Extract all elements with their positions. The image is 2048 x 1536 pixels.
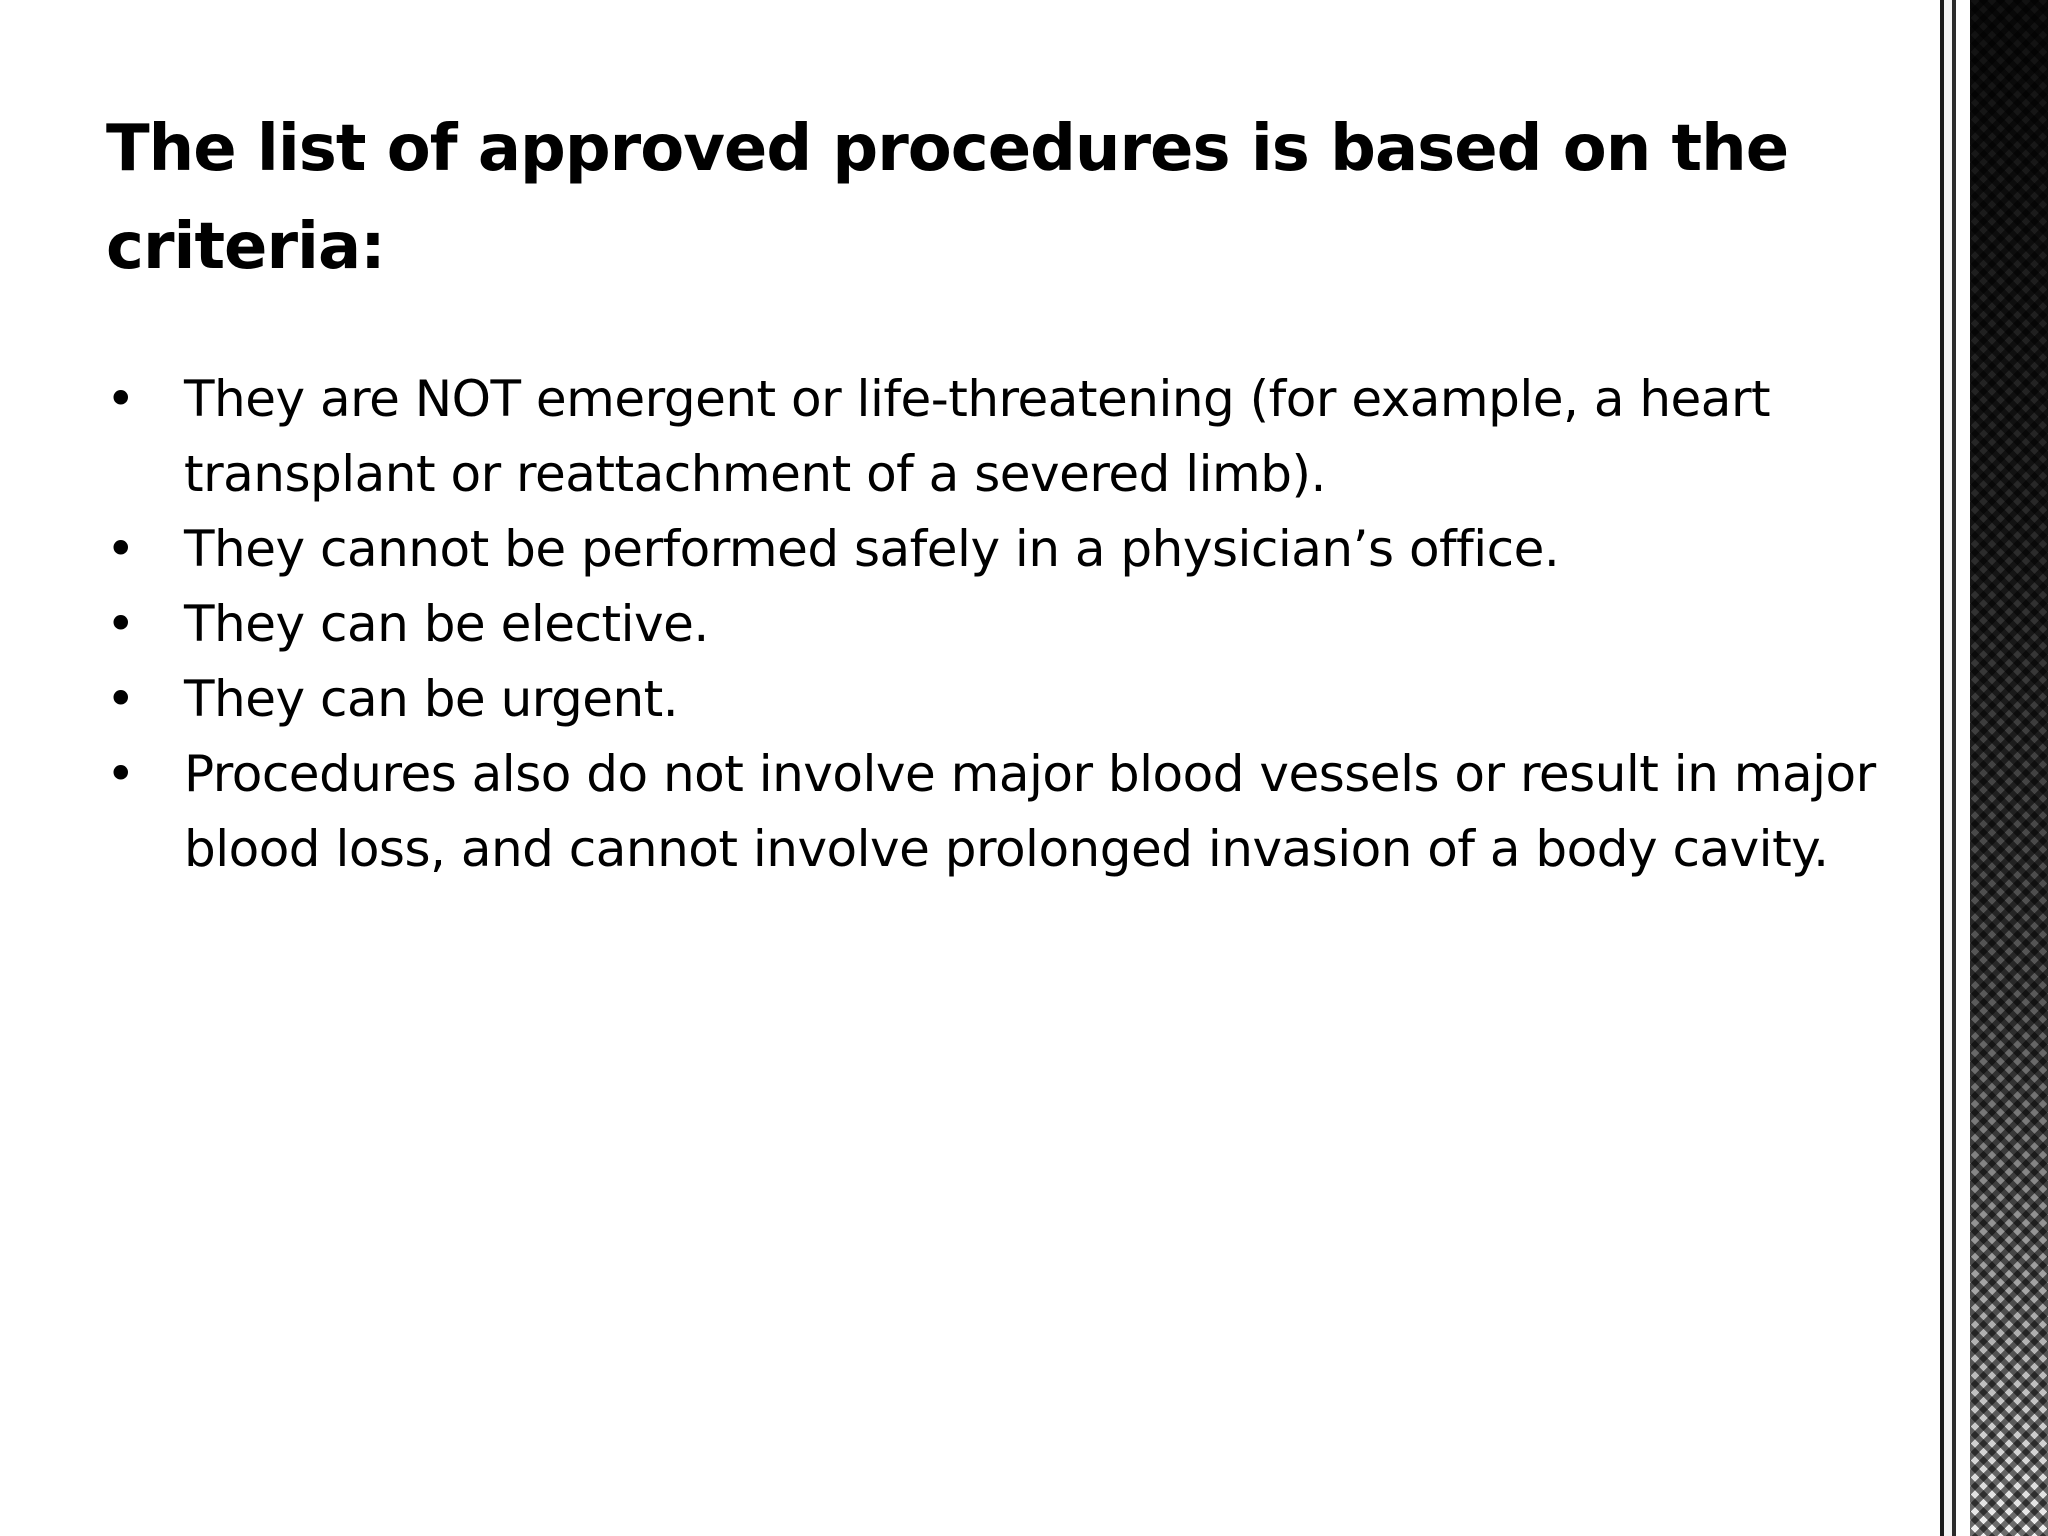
bullet-text: They can be urgent. [184, 670, 679, 728]
bullet-text: They can be elective. [184, 595, 709, 653]
bullet-dot-icon: • [106, 745, 135, 803]
bullet-item [106, 737, 1906, 887]
bullet-item [106, 362, 1906, 512]
slide-title: The list of approved procedures is based on the criteria: [106, 112, 1789, 284]
bullet-list [106, 362, 1906, 887]
bullet-item [106, 512, 1906, 587]
bullet-dot-icon: • [106, 370, 135, 428]
bullet-item [106, 587, 1906, 662]
bullet-text: Procedures also do not involve major blood vessels or result in major blood loss, and cannot involve prolonged invasion of a body cavity. [184, 745, 1876, 878]
bullet-dot-icon: • [106, 520, 135, 578]
bullet-text: They are NOT emergent or life-threatening (for example, a heart transplant or reattachment of a severed limb). [184, 370, 1771, 503]
bullet-text: They cannot be performed safely in a physician’s office. [184, 520, 1560, 578]
bullet-dot-icon: • [106, 670, 135, 728]
decorative-side-border [1970, 0, 2048, 1536]
bullet-dot-icon: • [106, 595, 135, 653]
bullet-item [106, 662, 1906, 737]
